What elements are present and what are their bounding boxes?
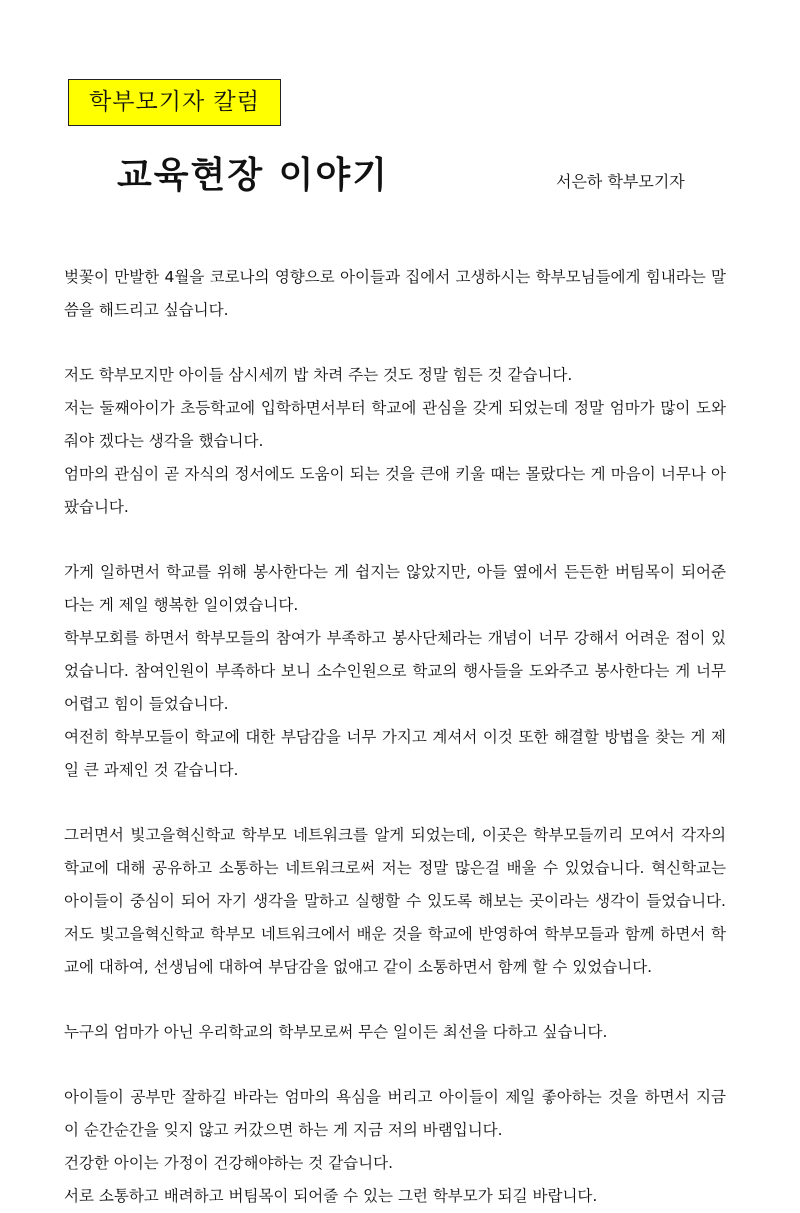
- article-title: 교육현장 이야기: [117, 155, 389, 196]
- body-line: 건강한 아이는 가정이 건강해야하는 것 같습니다.: [64, 1154, 394, 1172]
- paragraph-1: [64, 261, 726, 327]
- body-line: 가게 일하면서 학교를 위해 봉사한다는 게 쉽지는 않았지만, 아들 옆에서 든든한 버팀목이 되어준다는 게 제일 행복한 일이였습니다.: [64, 563, 726, 614]
- body-line: 저도 학부모지만 아이들 삼시세끼 밥 차려 주는 것도 정말 힘든 것 같습니다.: [64, 366, 573, 384]
- body-line: 아이들이 공부만 잘하길 바라는 엄마의 욕심을 버리고 아이들이 제일 좋아하는 것을 하면서 지금 이 순간순간을 잊지 않고 커갔으면 하는 게 지금 저의 바램입니다.: [64, 1088, 726, 1139]
- paragraph-5: [64, 1016, 726, 1049]
- paragraph-6: [64, 1081, 726, 1213]
- paragraph-4: [64, 819, 726, 984]
- paragraph-3: [64, 556, 726, 787]
- body-line: 저는 둘째아이가 초등학교에 입학하면서부터 학교에 관심을 갖게 되었는데 정말 엄마가 많이 도와줘야 겠다는 생각을 했습니다.: [64, 399, 726, 450]
- column-tag: 학부모기자 칼럼: [68, 79, 281, 126]
- body-line: 그러면서 빛고을혁신학교 학부모 네트워크를 알게 되었는데, 이곳은 학부모들끼리 모여서 각자의 학교에 대해 공유하고 소통하는 네트워크로써 저는 정말 많은걸 배울 수 있었습니다. 혁신학교는 아이들이 중심이 되어 자기 생각을 말하고 실행할 수 있도록 해보는 곳이라는 생각이 들었습니다. 저도 빛고을혁신학교 학부모 네트워크에서 배운 것을 학교에 반영하여 학부모들과 함께 하면서 학교에 대하여, 선생님에 대하여 부담감을 없애고 같이 소통하면서 함께 할 수 있었습니다.: [64, 826, 726, 976]
- body-line: 누구의 엄마가 아닌 우리학교의 학부모로써 무슨 일이든 최선을 다하고 싶습니다.: [64, 1023, 608, 1041]
- article-body: [64, 261, 726, 1213]
- paragraph-2: [64, 359, 726, 524]
- body-line: 벚꽃이 만발한 4월을 코로나의 영향으로 아이들과 집에서 고생하시는 학부모님들에게 힘내라는 말씀을 해드리고 싶습니다.: [64, 268, 726, 319]
- body-line: 서로 소통하고 배려하고 버팀목이 되어줄 수 있는 그런 학부모가 되길 바랍니다.: [64, 1187, 598, 1205]
- author-byline: 서은하 학부모기자: [556, 172, 685, 191]
- body-line: 학부모회를 하면서 학부모들의 참여가 부족하고 봉사단체라는 개념이 너무 강해서 어려운 점이 있었습니다. 참여인원이 부족하다 보니 소수인원으로 학교의 행사들을 도와주고 봉사한다는 게 너무 어렵고 힘이 들었습니다.: [64, 629, 726, 713]
- body-line: 엄마의 관심이 곧 자식의 정서에도 도움이 되는 것을 큰애 키울 때는 몰랐다는 게 마음이 너무나 아팠습니다.: [64, 465, 726, 516]
- body-line: 여전히 학부모들이 학교에 대한 부담감을 너무 가지고 계셔서 이것 또한 해결할 방법을 찾는 게 제일 큰 과제인 것 같습니다.: [64, 728, 726, 779]
